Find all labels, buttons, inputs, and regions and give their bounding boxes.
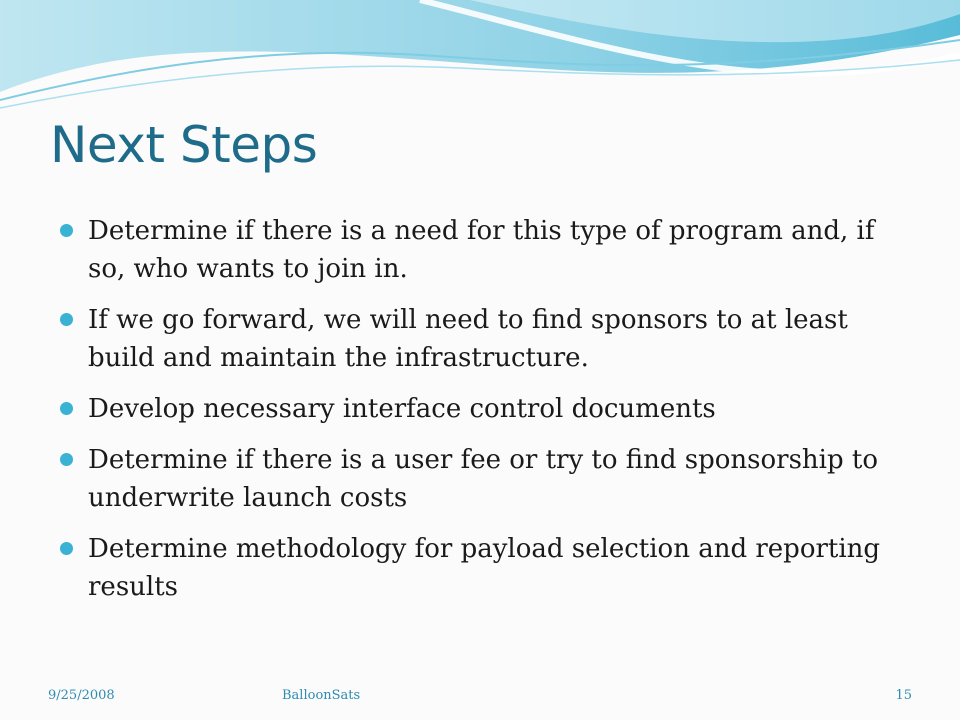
bullet-item [60, 530, 900, 606]
bullet-dot-icon [60, 313, 73, 326]
bullet-text: Determine methodology for payload selection and reporting results [88, 534, 881, 602]
slide-title: Next Steps [50, 116, 318, 174]
header-wave-decoration [0, 0, 960, 120]
bullet-text: Develop necessary interface control documents [88, 394, 716, 424]
bullet-text: Determine if there is a user fee or try to find sponsorship to underwrite launch costs [88, 445, 879, 513]
footer-page-number: 15 [895, 688, 912, 703]
bullet-dot-icon [60, 542, 73, 555]
bullet-list [60, 212, 900, 619]
bullet-text: Determine if there is a need for this type of program and, if so, who wants to join in. [88, 216, 875, 284]
bullet-item [60, 441, 900, 517]
bullet-text: If we go forward, we will need to find sponsors to at least build and maintain the infrastructure. [88, 305, 848, 373]
footer-title: BalloonSats [282, 688, 361, 703]
bullet-dot-icon [60, 402, 73, 415]
bullet-dot-icon [60, 453, 73, 466]
bullet-item [60, 301, 900, 377]
bullet-item [60, 212, 900, 288]
bullet-item [60, 390, 900, 428]
bullet-dot-icon [60, 224, 73, 237]
footer-date: 9/25/2008 [48, 688, 115, 703]
